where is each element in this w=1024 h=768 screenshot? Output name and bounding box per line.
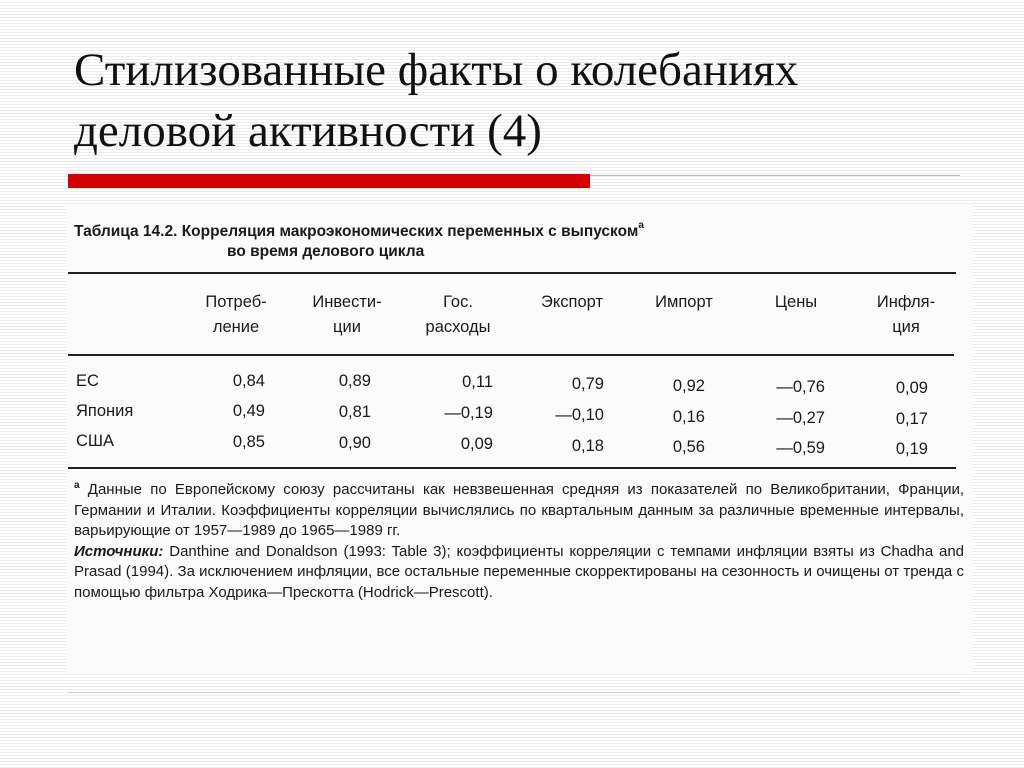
column-header-line: Инвести- <box>312 293 382 311</box>
table-rule-bottom <box>68 467 956 469</box>
table-cell: 0,84 <box>232 372 265 390</box>
table-title-prefix: Таблица 14.2. <box>74 223 178 241</box>
column-header-government-spending <box>408 290 508 340</box>
column-header-line: Импорт <box>655 293 713 311</box>
column-header-line: Цены <box>774 293 818 311</box>
table-cell: 0,18 <box>571 437 604 455</box>
table-title <box>74 216 904 244</box>
row-label-japan: Япония <box>76 402 134 420</box>
column-header-line: Инфля- <box>876 293 936 311</box>
column-header-prices <box>746 290 846 315</box>
table-title-superscript: а <box>638 220 644 231</box>
table-cell: 0,09 <box>895 379 928 397</box>
table-rule-header <box>68 354 954 356</box>
table-cell: 0,11 <box>462 373 493 391</box>
table-cell: 0,09 <box>460 435 493 453</box>
sources-label: Источники: <box>74 542 164 560</box>
footnote-marker: а <box>74 480 80 491</box>
table-cell: —0,19 <box>444 404 493 422</box>
table-cell: —0,10 <box>555 406 604 424</box>
table-cell: 0,79 <box>571 375 604 393</box>
title-thin-rule <box>590 175 960 176</box>
column-header-line: расходы <box>425 318 491 336</box>
table-cell: 0,56 <box>672 438 705 456</box>
column-header-line: ление <box>212 318 260 336</box>
table-title-text: Корреляция макроэкономических переменных с выпуском <box>181 223 639 241</box>
table-rule-top <box>68 272 956 274</box>
slide-title <box>74 40 974 162</box>
table-cell: —0,59 <box>776 439 825 457</box>
row-label-eu: ЕС <box>76 372 99 390</box>
table-cell: 0,89 <box>338 372 371 390</box>
table-cell: 0,81 <box>338 403 371 421</box>
column-header-line: ции <box>333 318 361 336</box>
title-accent-bar <box>68 174 590 188</box>
column-header-line: Гос. <box>443 293 473 311</box>
footnote-note-text: Данные по Европейскому союзу рассчитаны как невзвешенная средняя из показателей по Великобритании, Франции, Германии и Италии. Коэффициенты корреляции вычислялись по квартальным данным за различные временные интервалы, варьирующие от 1957—1989 до 1965—1989 гг. <box>74 481 965 539</box>
table-cell: 0,17 <box>895 410 928 428</box>
slide-title-line-1: Стилизованные факты о колебаниях <box>74 44 799 96</box>
title-divider <box>68 174 960 188</box>
table-cell: 0,49 <box>232 402 265 420</box>
column-header-investment <box>297 290 397 340</box>
table-cell: 0,19 <box>895 440 928 458</box>
table-footnotes <box>74 476 964 603</box>
column-header-export <box>522 290 622 315</box>
slide-bottom-rule <box>68 692 960 693</box>
scanned-table-image <box>66 204 972 674</box>
table-cell: —0,76 <box>776 378 825 396</box>
table-cell: 0,16 <box>672 408 705 426</box>
row-label-usa: США <box>76 432 115 450</box>
column-header-line: Экспорт <box>541 293 603 311</box>
footnote-note <box>74 476 964 542</box>
column-header-consumption <box>186 290 286 340</box>
column-header-line: Потреб- <box>205 293 267 311</box>
column-header-line: ция <box>892 318 920 336</box>
table-cell: —0,27 <box>776 409 825 427</box>
sources-text: Danthine and Donaldson (1993: Table 3); коэффициенты корреляции с темпами инфляции взяты из Chadha and Prasad (1994). За исключением инфляции, все остальные переменные скорректированы на сезонность и очищены от тренда с помощью фильтра Ходрика—Прескотта (Hodrick—Prescott). <box>74 542 965 601</box>
table-subtitle: во время делового цикла <box>227 243 425 260</box>
footnote-sources <box>74 542 964 604</box>
column-header-inflation <box>856 290 956 340</box>
table-cell: 0,85 <box>232 433 265 451</box>
column-header-import <box>634 290 734 315</box>
table-cell: 0,90 <box>338 434 371 452</box>
table-cell: 0,92 <box>672 377 705 395</box>
slide-title-line-2: деловой активности (4) <box>74 105 542 157</box>
